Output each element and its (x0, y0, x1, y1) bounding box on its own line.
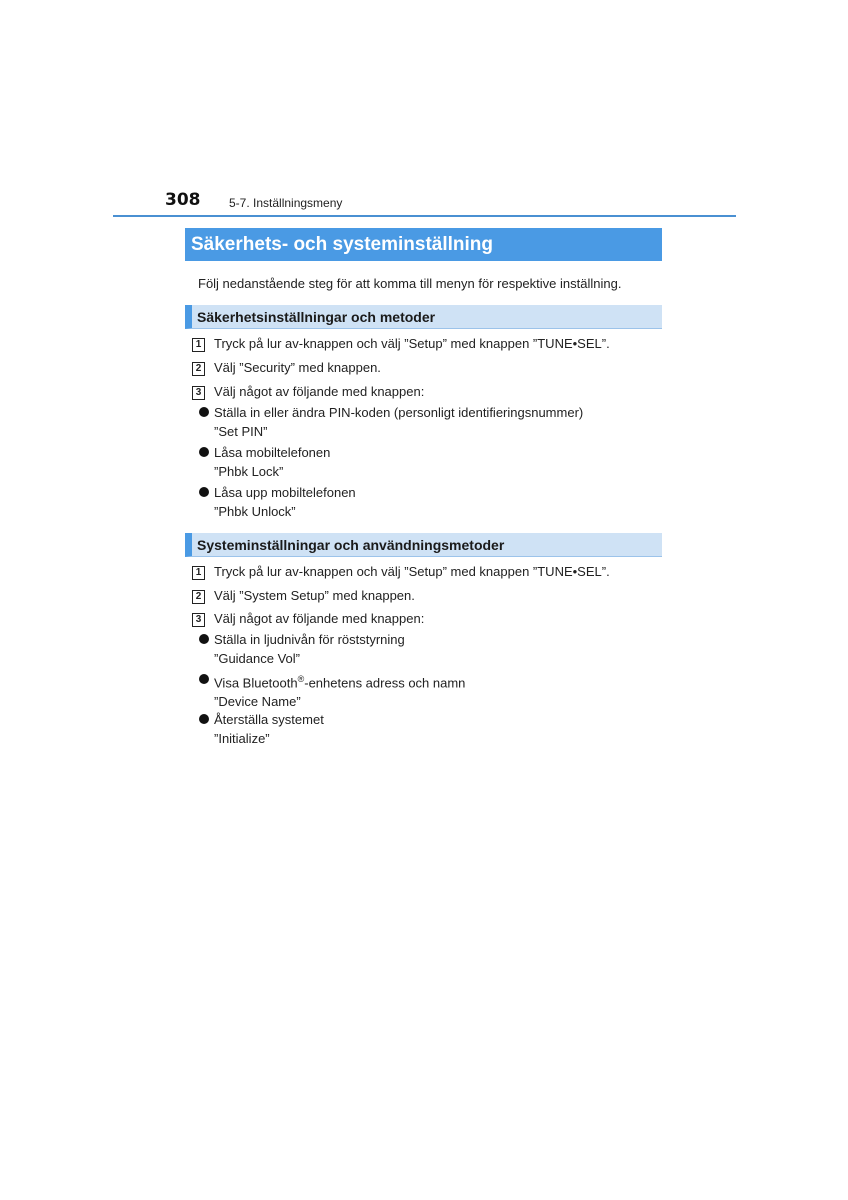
list-item (199, 483, 356, 521)
bullet-icon (199, 714, 209, 724)
step-number: 3 (192, 386, 205, 400)
bullet-icon (199, 634, 209, 644)
bullet-icon (199, 407, 209, 417)
bullet-option: ”Guidance Vol” (214, 651, 300, 666)
bullet-option: ”Initialize” (214, 731, 270, 746)
list-item (199, 670, 465, 711)
step (192, 360, 381, 376)
bullet-text: Ställa in ljudnivån för röststyrning (214, 632, 405, 647)
bullet-text: Ställa in eller ändra PIN-koden (personligt identifieringsnummer) (214, 405, 584, 420)
step-text: Välj något av följande med knappen: (214, 611, 425, 626)
step-number: 3 (192, 613, 205, 627)
subsection-heading: Säkerhetsinställningar och metoder (185, 305, 662, 329)
bullet-text-post: -enhetens adress och namn (304, 675, 466, 691)
step-text: Välj ”Security” med knappen. (214, 360, 381, 375)
step-number: 2 (192, 362, 205, 376)
page-number: 308 (165, 190, 201, 210)
step (192, 588, 415, 604)
step-text: Tryck på lur av-knappen och välj ”Setup” med knappen ”TUNE•SEL”. (214, 564, 610, 579)
step-text: Välj ”System Setup” med knappen. (214, 588, 415, 603)
bullet-option: ”Device Name” (214, 694, 301, 710)
step-text: Tryck på lur av-knappen och välj ”Setup” med knappen ”TUNE•SEL”. (214, 336, 610, 351)
step (192, 611, 424, 627)
list-item (199, 403, 583, 441)
list-item (199, 630, 405, 668)
bullet-option: ”Set PIN” (214, 424, 268, 439)
bullet-text: Låsa mobiltelefonen (214, 445, 331, 460)
step-number: 2 (192, 590, 205, 604)
bullet-text (214, 670, 465, 692)
section-path: 5-7. Inställningsmeny (229, 196, 343, 210)
registered-mark: ® (297, 674, 305, 684)
step-number: 1 (192, 338, 205, 352)
step-text: Välj något av följande med knappen: (214, 384, 425, 399)
header-rule (113, 215, 736, 217)
step (192, 336, 610, 352)
step (192, 384, 424, 400)
page-title: Säkerhets- och systeminställning (185, 228, 662, 261)
step (192, 564, 610, 580)
list-item (199, 443, 330, 481)
bullet-text: Låsa upp mobiltelefonen (214, 485, 356, 500)
intro-text: Följ nedanstående steg för att komma till menyn för respektive inställning. (198, 276, 622, 291)
bullet-text: Återställa systemet (214, 712, 324, 727)
list-item (199, 710, 324, 748)
bullet-option: ”Phbk Lock” (214, 464, 284, 479)
step-number: 1 (192, 566, 205, 580)
bullet-icon (199, 447, 209, 457)
subsection-heading: Systeminställningar och användningsmetoder (185, 533, 662, 557)
bullet-icon (199, 487, 209, 497)
bullet-text-pre: Visa Bluetooth (214, 675, 298, 691)
bullet-icon (199, 674, 209, 684)
bullet-option: ”Phbk Unlock” (214, 504, 296, 519)
